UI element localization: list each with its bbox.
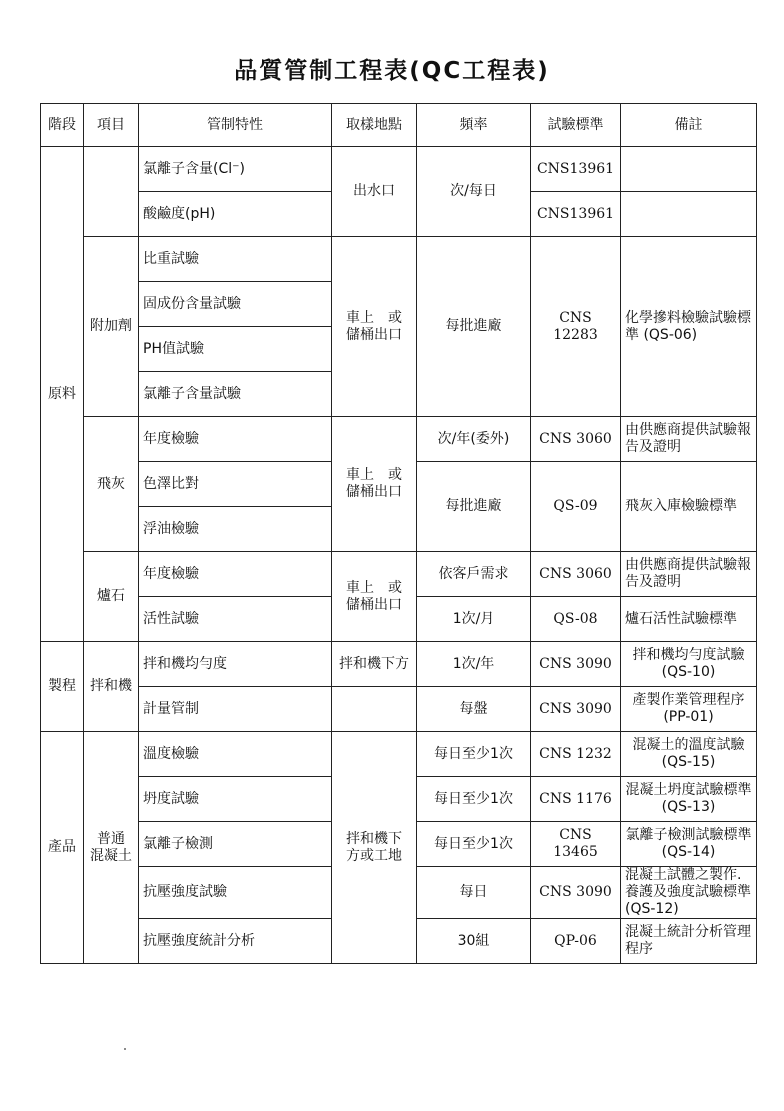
std-admixture: CNS 12283 [531, 237, 621, 417]
note-slag-activity: 爐石活性試驗標準 [621, 597, 757, 642]
std-water-ph: CNS13961 [531, 192, 621, 237]
header-frequency: 頻率 [417, 104, 531, 147]
std-water-chloride: CNS13961 [531, 147, 621, 192]
location-water: 出水口 [332, 147, 417, 237]
std-slag-activity: QS-08 [531, 597, 621, 642]
header-stage: 階段 [41, 104, 84, 147]
item-water [84, 147, 139, 237]
location-metering [332, 687, 417, 732]
char-slump: 坍度試驗 [139, 777, 332, 822]
char-annual-test: 年度檢驗 [139, 417, 332, 462]
location-flyash: 車上 或 儲桶出口 [332, 417, 417, 552]
table-row [41, 417, 757, 462]
std-metering: CNS 3090 [531, 687, 621, 732]
note-mixer: 拌和機均勻度試驗 (QS-10) [621, 642, 757, 687]
std-flyash-annual: CNS 3060 [531, 417, 621, 462]
std-slump: CNS 1176 [531, 777, 621, 822]
char-chloride-content: 氯離子含量試驗 [139, 372, 332, 417]
qc-process-table [40, 103, 757, 964]
page-title: 品質管制工程表(QC工程表) [234, 58, 550, 84]
stage-product: 產品 [41, 732, 84, 964]
char-temperature: 溫度檢驗 [139, 732, 332, 777]
char-compressive: 抗壓強度試驗 [139, 867, 332, 919]
freq-chloride-detect: 每日至少1次 [417, 822, 531, 867]
char-slag-annual: 年度檢驗 [139, 552, 332, 597]
char-slag-activity: 活性試驗 [139, 597, 332, 642]
stage-raw: 原料 [41, 147, 84, 642]
location-slag: 車上 或 儲桶出口 [332, 552, 417, 642]
std-slag-annual: CNS 3060 [531, 552, 621, 597]
freq-compressive: 每日 [417, 867, 531, 919]
note-flyash-annual: 由供應商提供試驗報告及證明 [621, 417, 757, 462]
note-chloride-detect: 氯離子檢測試驗標準 (QS-14) [621, 822, 757, 867]
header-characteristic: 管制特性 [139, 104, 332, 147]
char-statistics: 抗壓強度統計分析 [139, 919, 332, 964]
freq-slag-activity: 1次/月 [417, 597, 531, 642]
char-metering: 計量管制 [139, 687, 332, 732]
std-chloride-detect: CNS 13465 [531, 822, 621, 867]
note-water-chloride [621, 147, 757, 192]
header-standard: 試驗標準 [531, 104, 621, 147]
freq-metering: 每盤 [417, 687, 531, 732]
char-chloride: 氯離子含量(Cl⁻) [139, 147, 332, 192]
char-mixer-uniformity: 拌和機均勻度 [139, 642, 332, 687]
location-admixture: 車上 或 儲桶出口 [332, 237, 417, 417]
item-admixture: 附加劑 [84, 237, 139, 417]
scan-speck [124, 1048, 126, 1050]
location-product: 拌和機下 方或工地 [332, 732, 417, 964]
item-concrete: 普通 混凝土 [84, 732, 139, 964]
char-color-compare: 色澤比對 [139, 462, 332, 507]
item-mixer: 拌和機 [84, 642, 139, 732]
header-item: 項目 [84, 104, 139, 147]
stage-process: 製程 [41, 642, 84, 732]
char-ph-value: PH值試驗 [139, 327, 332, 372]
freq-slump: 每日至少1次 [417, 777, 531, 822]
freq-mixer: 1次/年 [417, 642, 531, 687]
std-flyash-batch: QS-09 [531, 462, 621, 552]
table-row [41, 642, 757, 687]
freq-water: 次/每日 [417, 147, 531, 237]
char-specific-gravity: 比重試驗 [139, 237, 332, 282]
char-solids: 固成份含量試驗 [139, 282, 332, 327]
note-metering: 產製作業管理程序 (PP-01) [621, 687, 757, 732]
note-compressive: 混凝土試體之製作.養護及強度試驗標準(QS-12) [621, 867, 757, 919]
std-temperature: CNS 1232 [531, 732, 621, 777]
table-row [41, 237, 757, 282]
freq-slag-annual: 依客戶需求 [417, 552, 531, 597]
std-compressive: CNS 3090 [531, 867, 621, 919]
table-row [41, 732, 757, 777]
note-slag-annual: 由供應商提供試驗報告及證明 [621, 552, 757, 597]
note-admixture: 化學摻料檢驗試驗標準 (QS-06) [621, 237, 757, 417]
std-statistics: QP-06 [531, 919, 621, 964]
freq-statistics: 30組 [417, 919, 531, 964]
note-slump: 混凝土坍度試驗標準 (QS-13) [621, 777, 757, 822]
note-statistics: 混凝土統計分析管理程序 [621, 919, 757, 964]
table-row [41, 552, 757, 597]
note-flyash-batch: 飛灰入庫檢驗標準 [621, 462, 757, 552]
table-row [41, 147, 757, 192]
note-temperature: 混凝土的溫度試驗 (QS-15) [621, 732, 757, 777]
location-mixer: 拌和機下方 [332, 642, 417, 687]
char-oil-test: 浮油檢驗 [139, 507, 332, 552]
table-row [41, 687, 757, 732]
char-chloride-detect: 氯離子檢測 [139, 822, 332, 867]
header-remarks: 備註 [621, 104, 757, 147]
header-location: 取樣地點 [332, 104, 417, 147]
char-ph: 酸鹼度(pH) [139, 192, 332, 237]
header-row [41, 104, 757, 147]
std-mixer: CNS 3090 [531, 642, 621, 687]
item-slag: 爐石 [84, 552, 139, 642]
freq-temperature: 每日至少1次 [417, 732, 531, 777]
note-water-ph [621, 192, 757, 237]
item-flyash: 飛灰 [84, 417, 139, 552]
freq-flyash-annual: 次/年(委外) [417, 417, 531, 462]
freq-flyash-batch: 每批進廠 [417, 462, 531, 552]
freq-admixture: 每批進廠 [417, 237, 531, 417]
